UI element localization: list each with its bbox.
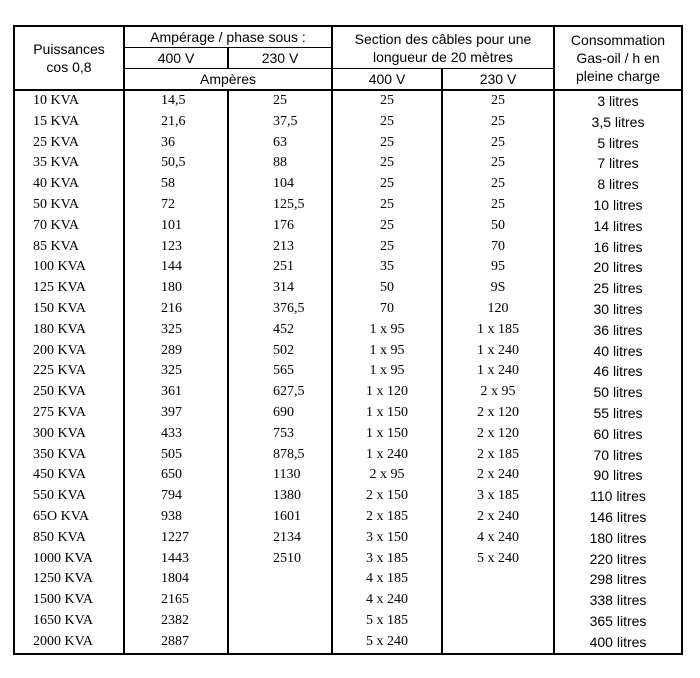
table-body bbox=[14, 90, 682, 654]
amp-400v-cell: 216 bbox=[124, 299, 228, 320]
amp-230v-cell: 213 bbox=[228, 237, 332, 258]
amp-400v-cell: 433 bbox=[124, 424, 228, 445]
amp-230v-cell: 376,5 bbox=[228, 299, 332, 320]
power-cell: 50 KVA bbox=[14, 195, 124, 216]
amp-400v-cell: 36 bbox=[124, 133, 228, 154]
power-cell: 1250 KVA bbox=[14, 569, 124, 590]
section-400v-cell: 3 x 185 bbox=[332, 549, 442, 570]
consumption-cell: 400 litres bbox=[554, 632, 682, 654]
power-cell: 550 KVA bbox=[14, 486, 124, 507]
amp-230v-cell: 314 bbox=[228, 278, 332, 299]
section-230v-cell: 5 x 240 bbox=[442, 549, 554, 570]
power-cell: 150 KVA bbox=[14, 299, 124, 320]
amp-230v-cell bbox=[228, 569, 332, 590]
section-230v-cell: 2 x 120 bbox=[442, 424, 554, 445]
section-230v-cell: 95 bbox=[442, 257, 554, 278]
section-230v-cell: 1 x 240 bbox=[442, 361, 554, 382]
amp-400v-cell: 50,5 bbox=[124, 153, 228, 174]
section-400v-cell: 5 x 185 bbox=[332, 611, 442, 632]
section-230v-cell: 9S bbox=[442, 278, 554, 299]
amp-230v-cell: 1380 bbox=[228, 486, 332, 507]
section-230v-cell bbox=[442, 590, 554, 611]
amp-230v-cell: 176 bbox=[228, 216, 332, 237]
amp-230v-cell bbox=[228, 590, 332, 611]
amp-400v-cell: 14,5 bbox=[124, 90, 228, 112]
power-cell: 275 KVA bbox=[14, 403, 124, 424]
section-400v-cell: 5 x 240 bbox=[332, 632, 442, 654]
amp-230v-cell: 63 bbox=[228, 133, 332, 154]
header-puissance-label: Puissances bbox=[33, 41, 105, 57]
amp-230v-cell bbox=[228, 611, 332, 632]
section-400v-cell: 50 bbox=[332, 278, 442, 299]
section-400v-cell: 70 bbox=[332, 299, 442, 320]
consumption-cell: 55 litres bbox=[554, 403, 682, 424]
header-cos-label: cos 0,8 bbox=[46, 59, 92, 75]
header-puissance bbox=[14, 26, 124, 90]
consumption-cell: 70 litres bbox=[554, 445, 682, 466]
table-row bbox=[14, 569, 682, 590]
section-400v-cell: 1 x 150 bbox=[332, 424, 442, 445]
section-230v-cell: 4 x 240 bbox=[442, 528, 554, 549]
amp-400v-cell: 101 bbox=[124, 216, 228, 237]
table-row bbox=[14, 216, 682, 237]
amp-230v-cell: 627,5 bbox=[228, 382, 332, 403]
generator-table bbox=[13, 25, 683, 655]
consumption-cell: 25 litres bbox=[554, 278, 682, 299]
amp-230v-cell: 565 bbox=[228, 361, 332, 382]
table-row bbox=[14, 486, 682, 507]
section-400v-cell: 25 bbox=[332, 195, 442, 216]
amp-230v-cell: 452 bbox=[228, 320, 332, 341]
power-cell: 15 KVA bbox=[14, 112, 124, 133]
amp-230v-cell: 104 bbox=[228, 174, 332, 195]
table-row bbox=[14, 403, 682, 424]
table-row bbox=[14, 299, 682, 320]
amp-400v-cell: 325 bbox=[124, 361, 228, 382]
amp-230v-cell: 25 bbox=[228, 90, 332, 112]
consumption-cell: 3,5 litres bbox=[554, 112, 682, 133]
amp-230v-cell: 753 bbox=[228, 424, 332, 445]
consumption-cell: 220 litres bbox=[554, 549, 682, 570]
consumption-cell: 50 litres bbox=[554, 382, 682, 403]
header-consommation bbox=[554, 26, 682, 90]
header-section-230v: 230 V bbox=[442, 69, 554, 91]
consumption-cell: 90 litres bbox=[554, 465, 682, 486]
amp-400v-cell: 2382 bbox=[124, 611, 228, 632]
table-row bbox=[14, 112, 682, 133]
consumption-cell: 46 litres bbox=[554, 361, 682, 382]
table-row bbox=[14, 257, 682, 278]
amp-230v-cell: 2134 bbox=[228, 528, 332, 549]
power-cell: 25 KVA bbox=[14, 133, 124, 154]
consumption-cell: 180 litres bbox=[554, 528, 682, 549]
table-row bbox=[14, 382, 682, 403]
amp-230v-cell: 88 bbox=[228, 153, 332, 174]
amp-400v-cell: 21,6 bbox=[124, 112, 228, 133]
power-cell: 180 KVA bbox=[14, 320, 124, 341]
table-row bbox=[14, 424, 682, 445]
table-row bbox=[14, 174, 682, 195]
amp-230v-cell: 878,5 bbox=[228, 445, 332, 466]
table-row bbox=[14, 590, 682, 611]
section-230v-cell: 1 x 240 bbox=[442, 341, 554, 362]
table-row bbox=[14, 153, 682, 174]
section-400v-cell: 25 bbox=[332, 237, 442, 258]
table-row bbox=[14, 195, 682, 216]
section-230v-cell: 25 bbox=[442, 153, 554, 174]
section-400v-cell: 2 x 95 bbox=[332, 465, 442, 486]
section-230v-cell: 2 x 240 bbox=[442, 465, 554, 486]
consumption-cell: 3 litres bbox=[554, 90, 682, 112]
amp-230v-cell: 1601 bbox=[228, 507, 332, 528]
section-230v-cell: 25 bbox=[442, 195, 554, 216]
section-230v-cell: 70 bbox=[442, 237, 554, 258]
header-section bbox=[332, 26, 554, 69]
header-amperes: Ampères bbox=[124, 69, 332, 91]
consumption-cell: 8 litres bbox=[554, 174, 682, 195]
table-row bbox=[14, 278, 682, 299]
consumption-cell: 30 litres bbox=[554, 299, 682, 320]
amp-400v-cell: 361 bbox=[124, 382, 228, 403]
power-cell: 300 KVA bbox=[14, 424, 124, 445]
section-400v-cell: 1 x 95 bbox=[332, 361, 442, 382]
amp-400v-cell: 2887 bbox=[124, 632, 228, 654]
header-amp-400v: 400 V bbox=[124, 48, 228, 69]
consumption-cell: 36 litres bbox=[554, 320, 682, 341]
header-amp-230v: 230 V bbox=[228, 48, 332, 69]
table-row bbox=[14, 133, 682, 154]
header-cons-line1: Consommation bbox=[570, 32, 666, 48]
section-230v-cell bbox=[442, 632, 554, 654]
section-230v-cell: 2 x 120 bbox=[442, 403, 554, 424]
power-cell: 100 KVA bbox=[14, 257, 124, 278]
consumption-cell: 10 litres bbox=[554, 195, 682, 216]
table-row bbox=[14, 632, 682, 654]
power-cell: 200 KVA bbox=[14, 341, 124, 362]
consumption-cell: 7 litres bbox=[554, 153, 682, 174]
header-cons-line3: pleine charge bbox=[575, 68, 661, 84]
section-230v-cell: 25 bbox=[442, 112, 554, 133]
section-400v-cell: 2 x 185 bbox=[332, 507, 442, 528]
section-230v-cell: 25 bbox=[442, 133, 554, 154]
power-cell: 1650 KVA bbox=[14, 611, 124, 632]
amp-400v-cell: 58 bbox=[124, 174, 228, 195]
power-cell: 450 KVA bbox=[14, 465, 124, 486]
table-row bbox=[14, 237, 682, 258]
section-400v-cell: 4 x 240 bbox=[332, 590, 442, 611]
amp-400v-cell: 1227 bbox=[124, 528, 228, 549]
header-section-400v: 400 V bbox=[332, 69, 442, 91]
table-header bbox=[14, 26, 682, 90]
section-400v-cell: 25 bbox=[332, 174, 442, 195]
amp-400v-cell: 505 bbox=[124, 445, 228, 466]
power-cell: 35 KVA bbox=[14, 153, 124, 174]
header-section-line2: longueur de 20 mètres bbox=[372, 48, 514, 65]
amp-230v-cell bbox=[228, 632, 332, 654]
section-400v-cell: 1 x 240 bbox=[332, 445, 442, 466]
amp-400v-cell: 397 bbox=[124, 403, 228, 424]
section-400v-cell: 3 x 150 bbox=[332, 528, 442, 549]
power-cell: 10 KVA bbox=[14, 90, 124, 112]
consumption-cell: 110 litres bbox=[554, 486, 682, 507]
amp-230v-cell: 37,5 bbox=[228, 112, 332, 133]
table-row bbox=[14, 320, 682, 341]
section-230v-cell bbox=[442, 611, 554, 632]
table-row bbox=[14, 465, 682, 486]
amp-400v-cell: 72 bbox=[124, 195, 228, 216]
section-230v-cell: 3 x 185 bbox=[442, 486, 554, 507]
consumption-cell: 16 litres bbox=[554, 237, 682, 258]
consumption-cell: 338 litres bbox=[554, 590, 682, 611]
header-amperage: Ampérage / phase sous : bbox=[124, 26, 332, 48]
section-400v-cell: 1 x 120 bbox=[332, 382, 442, 403]
section-400v-cell: 25 bbox=[332, 216, 442, 237]
section-400v-cell: 25 bbox=[332, 153, 442, 174]
power-cell: 350 KVA bbox=[14, 445, 124, 466]
section-400v-cell: 25 bbox=[332, 112, 442, 133]
amp-400v-cell: 650 bbox=[124, 465, 228, 486]
amp-400v-cell: 180 bbox=[124, 278, 228, 299]
section-400v-cell: 25 bbox=[332, 133, 442, 154]
power-cell: 65O KVA bbox=[14, 507, 124, 528]
header-cons-line2: Gas-oil / h en bbox=[576, 50, 660, 66]
amp-230v-cell: 502 bbox=[228, 341, 332, 362]
table-row bbox=[14, 341, 682, 362]
table-row bbox=[14, 528, 682, 549]
consumption-cell: 40 litres bbox=[554, 341, 682, 362]
amp-400v-cell: 289 bbox=[124, 341, 228, 362]
consumption-cell: 60 litres bbox=[554, 424, 682, 445]
table-row bbox=[14, 507, 682, 528]
amp-400v-cell: 794 bbox=[124, 486, 228, 507]
power-cell: 225 KVA bbox=[14, 361, 124, 382]
section-400v-cell: 35 bbox=[332, 257, 442, 278]
amp-230v-cell: 1130 bbox=[228, 465, 332, 486]
section-400v-cell: 1 x 150 bbox=[332, 403, 442, 424]
consumption-cell: 5 litres bbox=[554, 133, 682, 154]
section-230v-cell: 25 bbox=[442, 174, 554, 195]
table-row bbox=[14, 445, 682, 466]
amp-400v-cell: 144 bbox=[124, 257, 228, 278]
table-row bbox=[14, 549, 682, 570]
consumption-cell: 20 litres bbox=[554, 257, 682, 278]
amp-400v-cell: 123 bbox=[124, 237, 228, 258]
power-cell: 850 KVA bbox=[14, 528, 124, 549]
amp-230v-cell: 690 bbox=[228, 403, 332, 424]
section-230v-cell: 1 x 185 bbox=[442, 320, 554, 341]
section-400v-cell: 4 x 185 bbox=[332, 569, 442, 590]
amp-400v-cell: 1804 bbox=[124, 569, 228, 590]
amp-400v-cell: 1443 bbox=[124, 549, 228, 570]
table-row bbox=[14, 361, 682, 382]
table-row bbox=[14, 90, 682, 112]
amp-400v-cell: 938 bbox=[124, 507, 228, 528]
power-cell: 2000 KVA bbox=[14, 632, 124, 654]
consumption-cell: 365 litres bbox=[554, 611, 682, 632]
power-cell: 40 KVA bbox=[14, 174, 124, 195]
section-400v-cell: 2 x 150 bbox=[332, 486, 442, 507]
section-230v-cell: 2 x 240 bbox=[442, 507, 554, 528]
section-230v-cell: 120 bbox=[442, 299, 554, 320]
power-cell: 250 KVA bbox=[14, 382, 124, 403]
section-230v-cell: 25 bbox=[442, 90, 554, 112]
section-400v-cell: 1 x 95 bbox=[332, 320, 442, 341]
amp-230v-cell: 2510 bbox=[228, 549, 332, 570]
power-cell: 70 KVA bbox=[14, 216, 124, 237]
section-230v-cell: 2 x 185 bbox=[442, 445, 554, 466]
amp-230v-cell: 251 bbox=[228, 257, 332, 278]
section-230v-cell: 2 x 95 bbox=[442, 382, 554, 403]
section-230v-cell: 50 bbox=[442, 216, 554, 237]
section-400v-cell: 1 x 95 bbox=[332, 341, 442, 362]
power-cell: 125 KVA bbox=[14, 278, 124, 299]
consumption-cell: 146 litres bbox=[554, 507, 682, 528]
section-400v-cell: 25 bbox=[332, 90, 442, 112]
section-230v-cell bbox=[442, 569, 554, 590]
amp-400v-cell: 325 bbox=[124, 320, 228, 341]
power-cell: 1500 KVA bbox=[14, 590, 124, 611]
power-cell: 85 KVA bbox=[14, 237, 124, 258]
header-section-line1: Section des câbles pour une bbox=[354, 30, 532, 47]
consumption-cell: 14 litres bbox=[554, 216, 682, 237]
consumption-cell: 298 litres bbox=[554, 569, 682, 590]
amp-400v-cell: 2165 bbox=[124, 590, 228, 611]
amp-230v-cell: 125,5 bbox=[228, 195, 332, 216]
power-cell: 1000 KVA bbox=[14, 549, 124, 570]
table-row bbox=[14, 611, 682, 632]
